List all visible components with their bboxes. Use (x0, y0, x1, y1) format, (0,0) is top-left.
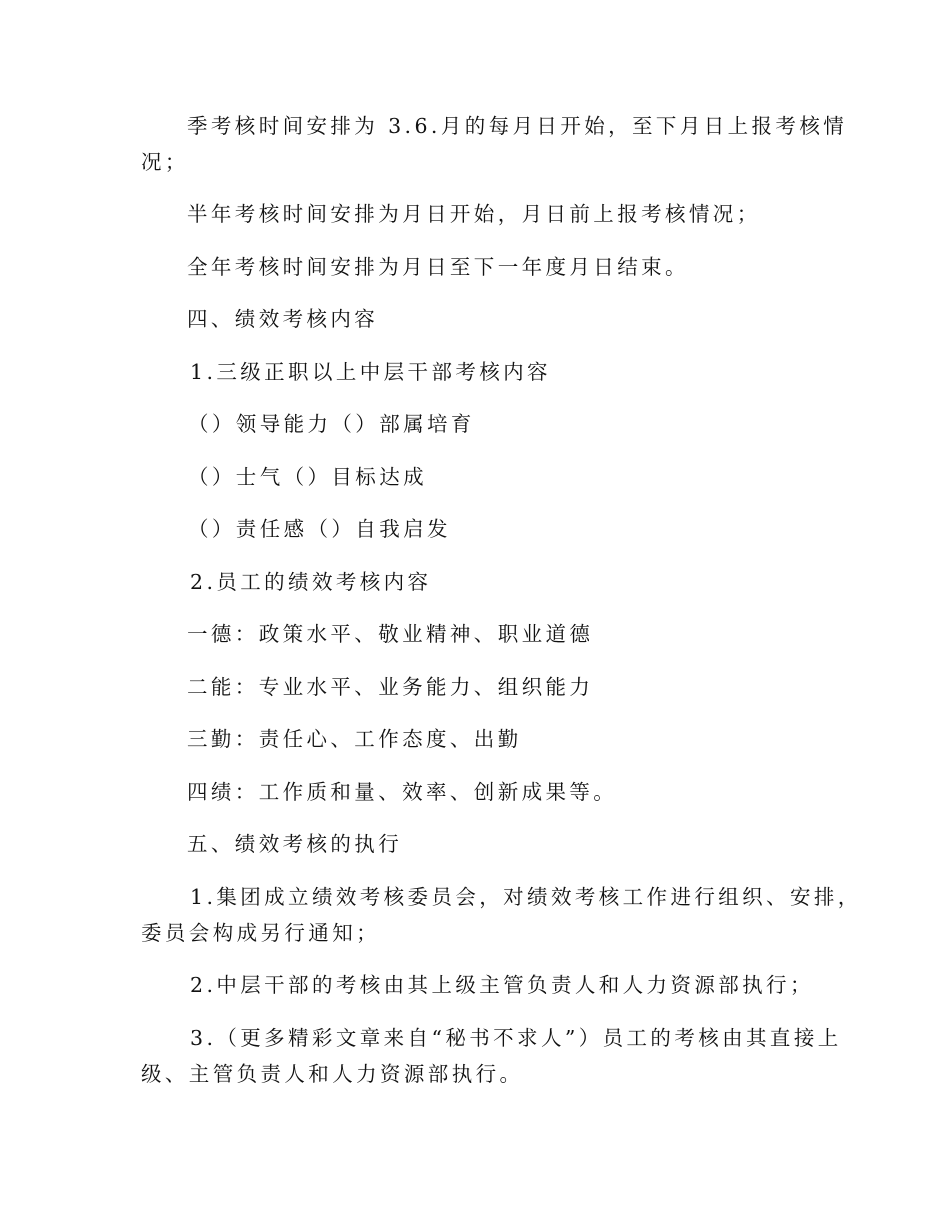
subheading-employees: 2.员工的绩效考核内容 (190, 570, 432, 594)
list-item-performance: 四绩：工作质和量、效率、创新成果等。 (187, 780, 618, 804)
paragraph-employee-review-cont: 级、主管负责人和人力资源部执行。 (141, 1062, 524, 1086)
paragraph-committee-cont: 委员会构成另行通知； (141, 921, 380, 945)
list-item-morale: （）士气（）目标达成 (188, 465, 427, 489)
heading-section-five: 五、绩效考核的执行 (187, 832, 403, 856)
paragraph-annual-schedule: 全年考核时间安排为月日至下一年度月日结束。 (187, 255, 689, 279)
paragraph-half-year-schedule: 半年考核时间安排为月日开始，月日前上报考核情况； (187, 202, 761, 226)
list-item-diligence: 三勤：责任心、工作态度、出勤 (187, 727, 522, 751)
heading-section-four: 四、绩效考核内容 (187, 307, 379, 331)
paragraph-employee-review: 3.（更多精彩文章来自“秘书不求人”）员工的考核由其直接上 (190, 1026, 842, 1050)
list-item-virtue: 一德：政策水平、敬业精神、职业道德 (187, 622, 594, 646)
paragraph-committee: 1.集团成立绩效考核委员会，对绩效考核工作进行组织、安排， (190, 885, 862, 909)
list-item-leadership: （）领导能力（）部属培育 (188, 412, 475, 436)
list-item-ability: 二能：专业水平、业务能力、组织能力 (187, 675, 594, 699)
paragraph-quarterly-schedule: 季考核时间安排为 3.6.月的每月日开始，至下月日上报考核情 (187, 114, 848, 138)
paragraph-quarterly-schedule-cont: 况； (141, 150, 189, 174)
paragraph-middle-manager-review: 2.中层干部的考核由其上级主管负责人和人力资源部执行； (190, 973, 814, 997)
subheading-middle-managers: 1.三级正职以上中层干部考核内容 (190, 360, 551, 384)
list-item-responsibility: （）责任感（）自我启发 (188, 517, 451, 541)
